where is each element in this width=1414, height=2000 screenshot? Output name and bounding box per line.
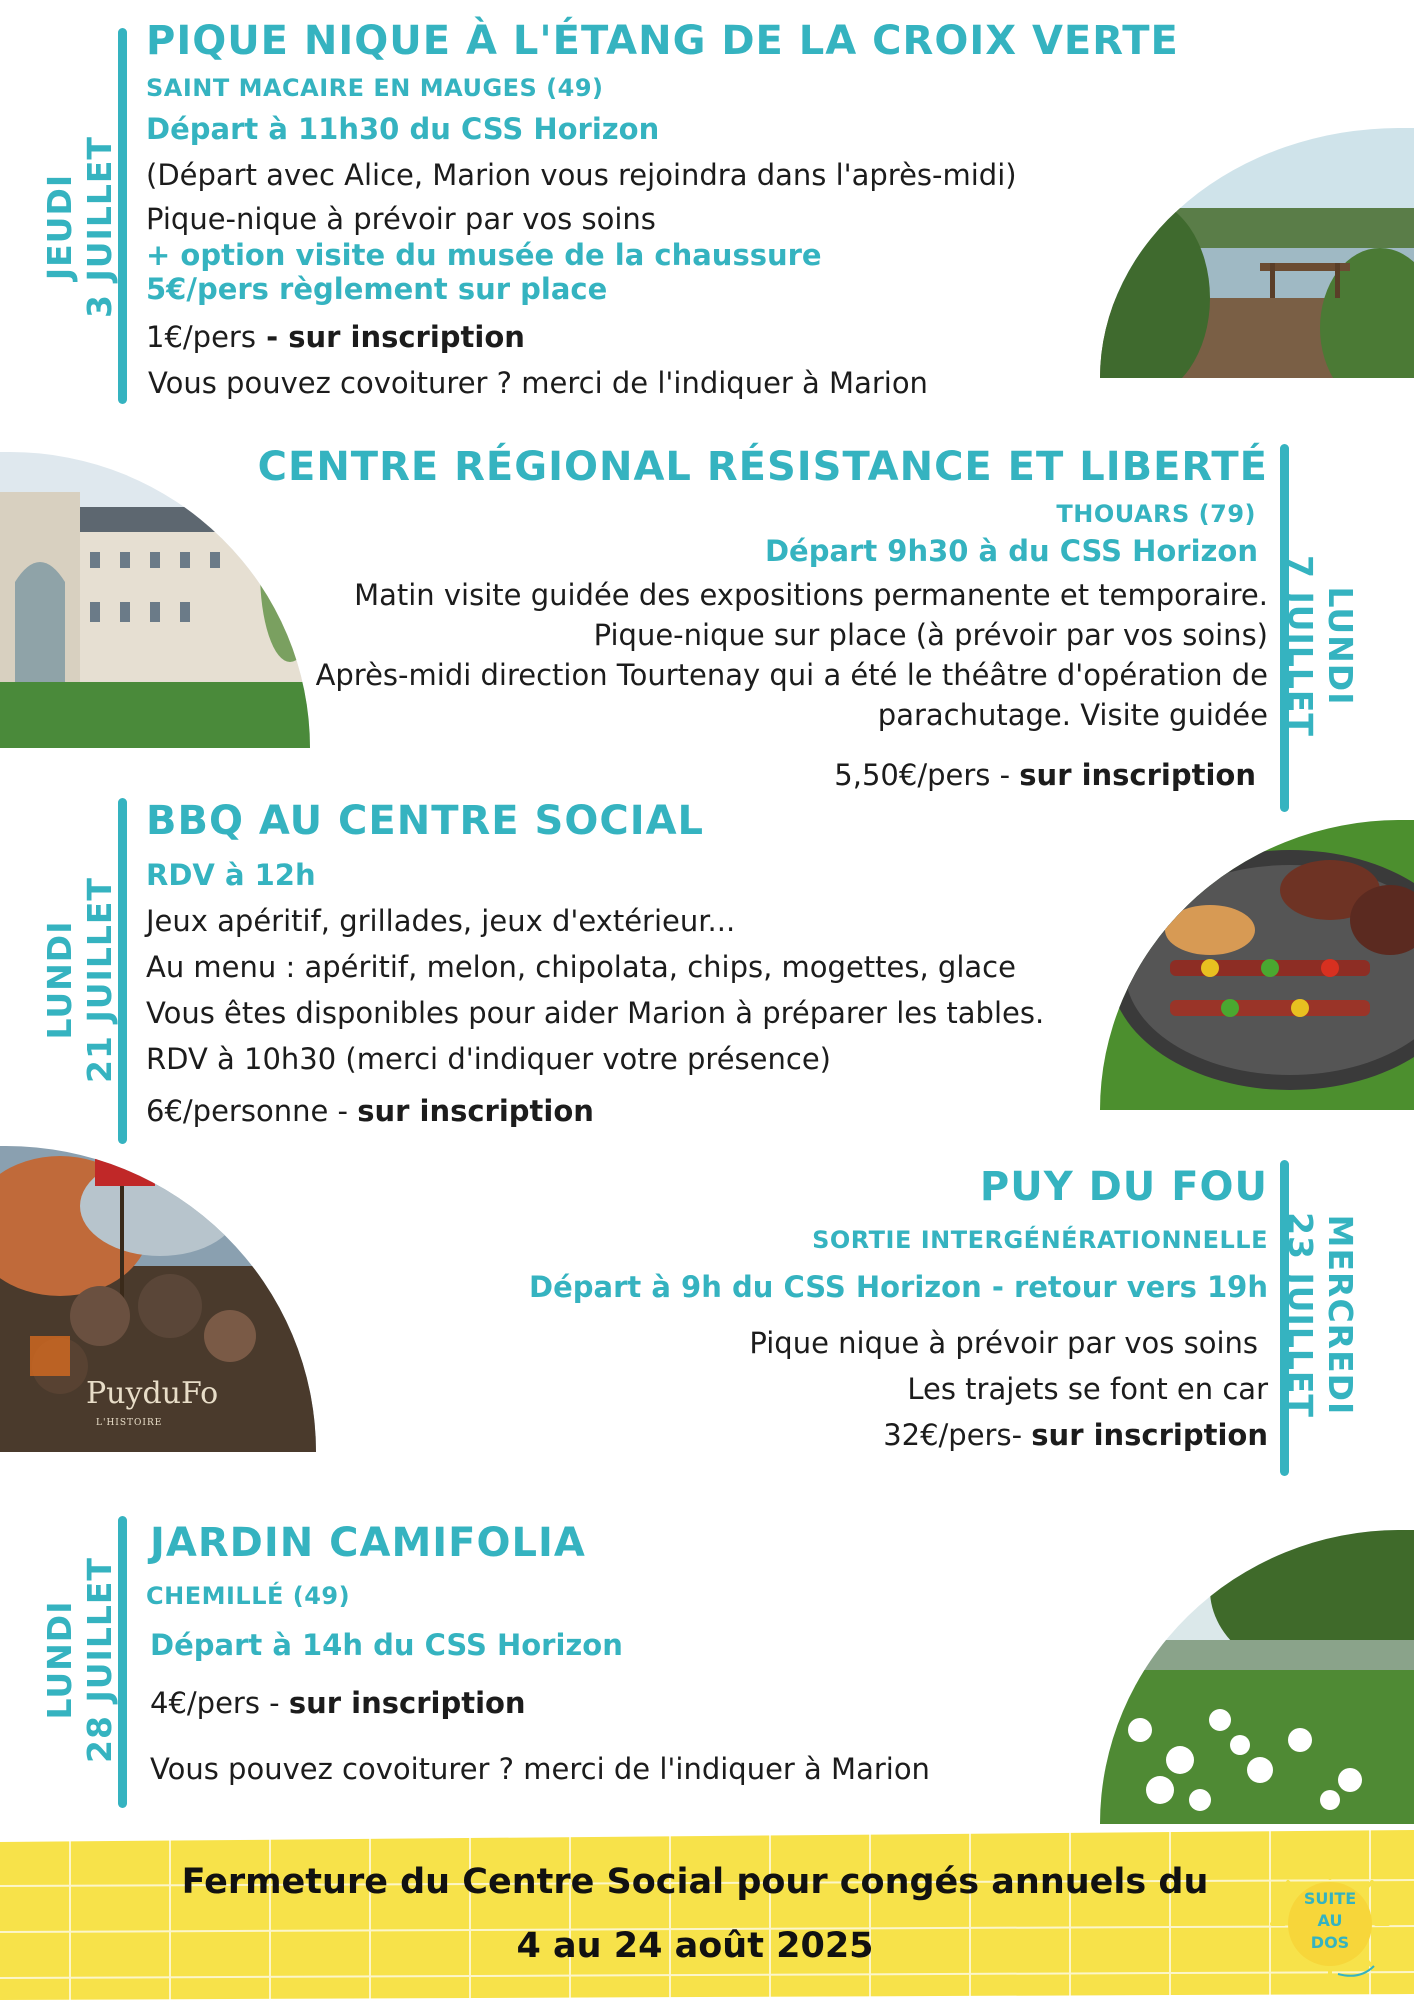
price-suffix: sur inscription (1031, 1418, 1268, 1452)
event-line: Pique-nique à prévoir par vos soins (146, 202, 656, 236)
price-value: 4€/pers - (150, 1686, 289, 1720)
date-month: 21 JUILLET (80, 877, 119, 1083)
event-line: parachutage. Visite guidée (877, 698, 1268, 732)
price-suffix: sur inscription (1019, 758, 1256, 792)
event-option-price: 5€/pers règlement sur place (146, 272, 608, 306)
event-line: Pique-nique sur place (à prévoir par vos soins) (593, 618, 1268, 652)
event-line: Jeux apéritif, grillades, jeux d'extérieur... (146, 904, 736, 938)
event-price (150, 1686, 526, 1720)
date-day: LUNDI (1321, 586, 1360, 706)
badge-word: DOS (1310, 1933, 1350, 1952)
event-footer: Vous pouvez covoiturer ? merci de l'indiquer à Marion (150, 1752, 930, 1786)
event-departure: Départ à 11h30 du CSS Horizon (146, 112, 660, 146)
price-value: 32€/pers- (883, 1418, 1032, 1452)
closure-banner (0, 1828, 1414, 2000)
suite-au-dos-badge (1284, 1888, 1376, 1954)
event-departure: Départ à 14h du CSS Horizon (150, 1628, 623, 1662)
date-day: MERCREDI (1321, 1214, 1360, 1416)
badge-word: SUITE (1303, 1889, 1357, 1908)
date-month: 7 JUILLET (1281, 555, 1320, 737)
event-line: Au menu : apéritif, melon, chipolata, chips, mogettes, glace (146, 950, 1016, 984)
event-date (40, 1540, 120, 1780)
barbecue-photo (1100, 820, 1414, 1110)
event-title: JARDIN CAMIFOLIA (150, 1520, 586, 1566)
event-line: Pique nique à prévoir par vos soins (749, 1326, 1258, 1360)
badge-word: AU (1317, 1911, 1343, 1930)
event-title: BBQ AU CENTRE SOCIAL (146, 798, 705, 844)
event-line: Matin visite guidée des expositions permanente et temporaire. (354, 578, 1268, 612)
puy-du-fou-logo: PuyduFo (86, 1376, 219, 1411)
event-line: Les trajets se font en car (907, 1372, 1268, 1406)
event-date (40, 107, 120, 347)
event-footer: Vous pouvez covoiturer ? merci de l'indiquer à Marion (148, 366, 928, 400)
event-departure: RDV à 12h (146, 858, 316, 892)
price-value: 6€/personne - (146, 1094, 358, 1128)
price-value: 1€/pers (146, 320, 256, 354)
event-option: + option visite du musée de la chaussure (146, 238, 822, 272)
event-price (883, 1418, 1268, 1452)
event-date (1280, 1195, 1360, 1435)
event-place: THOUARS (79) (1056, 500, 1256, 528)
event-departure: Départ 9h30 à du CSS Horizon (764, 534, 1258, 568)
date-day: LUNDI (40, 920, 79, 1040)
date-month: 3 JUILLET (80, 136, 119, 318)
price-suffix: sur inscription (357, 1094, 594, 1128)
date-month: 28 JUILLET (80, 1557, 119, 1763)
event-price (834, 758, 1256, 792)
event-price (146, 320, 525, 354)
garden-photo (1100, 1530, 1414, 1824)
event-title: CENTRE RÉGIONAL RÉSISTANCE ET LIBERTÉ (257, 444, 1268, 490)
closure-line: Fermeture du Centre Social pour congés annuels du (181, 1862, 1209, 1902)
event-place: CHEMILLÉ (49) (146, 1582, 351, 1610)
date-day: JEUDI (40, 173, 79, 281)
event-line: Après-midi direction Tourtenay qui a été le théâtre d'opération de (315, 658, 1268, 692)
event-departure: Départ à 9h du CSS Horizon - retour vers 19h (529, 1270, 1268, 1304)
date-month: 23 JUILLET (1281, 1212, 1320, 1418)
event-date (40, 860, 120, 1100)
price-suffix: - sur inscription (255, 320, 525, 354)
event-date (1280, 526, 1360, 766)
event-title: PUY DU FOU (979, 1164, 1268, 1210)
puy-du-fou-logo-sub: L'HISTOIRE (96, 1418, 163, 1428)
building-photo (0, 452, 310, 748)
date-day: LUNDI (40, 1600, 79, 1720)
puy-du-fou-photo (0, 1146, 316, 1452)
event-place: SAINT MACAIRE EN MAUGES (49) (146, 74, 604, 102)
price-suffix: sur inscription (288, 1686, 526, 1720)
event-price (146, 1094, 594, 1128)
closure-dates: 4 au 24 août 2025 (516, 1926, 874, 1966)
event-place: SORTIE INTERGÉNÉRATIONNELLE (812, 1226, 1268, 1254)
lake-photo (1100, 128, 1414, 378)
event-title: PIQUE NIQUE À L'ÉTANG DE LA CROIX VERTE (146, 18, 1179, 64)
price-value: 5,50€/pers - (834, 758, 1020, 792)
event-line: RDV à 10h30 (merci d'indiquer votre présence) (146, 1042, 831, 1076)
event-line: Vous êtes disponibles pour aider Marion à préparer les tables. (146, 996, 1045, 1030)
event-line: (Départ avec Alice, Marion vous rejoindra dans l'après-midi) (146, 158, 1017, 192)
